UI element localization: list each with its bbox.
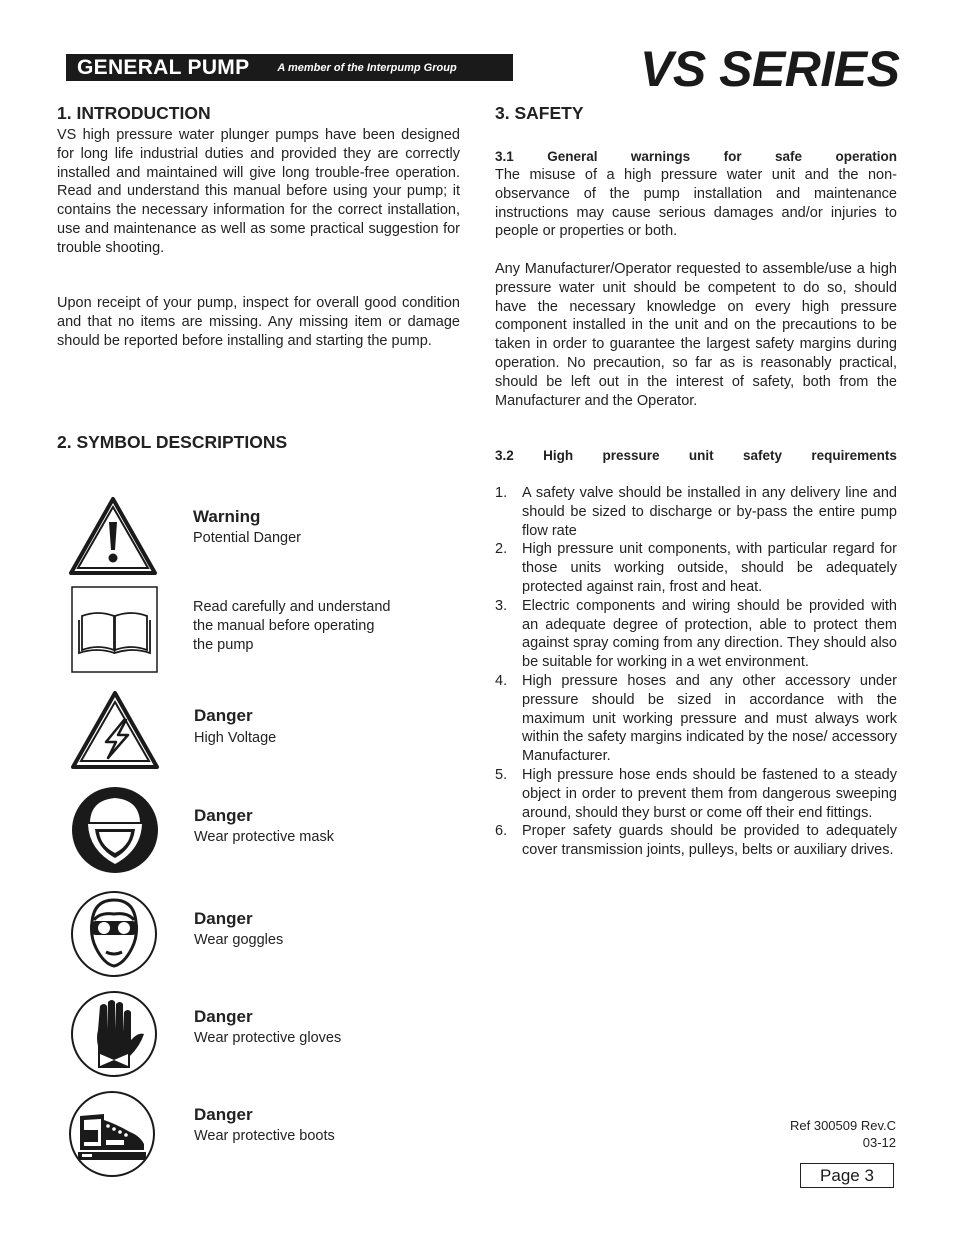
symbol-desc-mask: Wear protective mask <box>194 829 334 845</box>
gloves-icon <box>70 990 158 1078</box>
subheading-word: High <box>543 448 574 463</box>
list-item <box>495 672 897 766</box>
list-item-text: High pressure hoses and any other accessory under pressure should be sized in accordance with the maximum unit working pressure and must always work within the safety margins indicated by the nose/ accessory Manufacturer. <box>522 672 897 765</box>
symbol-desc-line: the pump <box>193 636 254 653</box>
symbol-title-boots: Danger <box>194 1105 253 1124</box>
subheading-number: 3.2 <box>495 448 514 463</box>
page-number: Page 3 <box>800 1163 894 1188</box>
subheading-word: requirements <box>811 448 897 463</box>
safety-heading: 3. SAFETY <box>495 103 584 123</box>
list-item-number: 4. <box>495 672 508 689</box>
intro-paragraph-1: VS high pressure water plunger pumps have been designed for long life industrial duties and provided they are correctly installed and maintained will give long trouble-free operation. Read and understand this manual before using your pump; it contains the necessary information for the correct installation, use and maintenance as well as some practical suggestion for trouble shooting. <box>57 127 460 256</box>
symbol-title-gloves: Danger <box>194 1007 253 1026</box>
symbols-heading: 2. SYMBOL DESCRIPTIONS <box>57 432 288 452</box>
subheading-word: for <box>723 149 742 164</box>
warning-triangle-icon <box>68 496 158 576</box>
symbol-desc-high-voltage: High Voltage <box>194 730 277 746</box>
list-item-number: 1. <box>495 485 508 501</box>
subheading-word: warnings <box>630 149 691 164</box>
safety-subheading-3-1 <box>495 149 897 164</box>
symbol-desc-goggles: Wear goggles <box>194 932 284 948</box>
goggles-icon <box>70 890 158 978</box>
safety-requirements-list <box>495 484 897 860</box>
list-item-text: Proper safety guards should be provided to adequately cover transmission joints, pulleys, belts or auxiliary drives. <box>522 823 897 859</box>
boots-icon <box>68 1090 156 1178</box>
list-item-text: A safety valve should be installed in any delivery line and should be sized to discharge or by-pass the entire pump flow rate <box>522 485 897 539</box>
symbol-title-mask: Danger <box>194 806 253 825</box>
symbol-desc-gloves: Wear protective gloves <box>194 1030 342 1046</box>
subheading-number: 3.1 <box>495 149 514 164</box>
list-item-text: High pressure hose ends should be fastened to a steady object in order to prevent them from dangerous sweeping around, should they burst or come off their end fittings. <box>522 766 897 821</box>
list-item-number: 3. <box>495 597 508 614</box>
subheading-word: pressure <box>602 448 660 463</box>
read-manual-book-icon <box>71 586 158 673</box>
list-item <box>495 484 897 540</box>
subheading-word: safety <box>743 448 783 463</box>
brand-name: GENERAL PUMP <box>77 55 250 79</box>
subheading-word: General <box>547 149 598 164</box>
intro-heading: 1. INTRODUCTION <box>57 103 211 123</box>
symbol-desc-line: the manual before operating <box>193 617 375 634</box>
list-item <box>495 822 897 860</box>
subheading-word: unit <box>688 448 714 463</box>
list-item <box>495 597 897 672</box>
list-item-number: 6. <box>495 823 508 840</box>
list-item-text: High pressure unit components, with particular regard for those units working outside, should be adequately protected against rain, frost and heat. <box>522 541 897 595</box>
subheading-word: operation <box>835 149 897 164</box>
high-voltage-icon <box>70 690 160 770</box>
list-item-number: 5. <box>495 766 508 783</box>
list-item <box>495 766 897 822</box>
reference-date: 03-12 <box>862 1135 896 1150</box>
list-item-number: 2. <box>495 541 508 558</box>
list-item-text: Electric components and wiring should be provided with an adequate degree of protection, able to protect them against spray coming from any direction. They should also be suitable for working in a wet environment. <box>522 597 897 671</box>
symbol-desc-read-manual <box>193 598 391 654</box>
document-reference <box>790 1117 896 1151</box>
safety-paragraph-1: The misuse of a high pressure water unit and the non-observance of the pump installation and maintenance instructions may cause serious damages and/or injuries to people or properties or both. <box>495 167 897 240</box>
brand-bar <box>66 54 513 81</box>
symbol-desc-boots: Wear protective boots <box>194 1128 335 1144</box>
intro-paragraph-2: Upon receipt of your pump, inspect for overall good condition and that no items are missing. Any missing item or damage should be reported before installing and starting the pump. <box>57 295 460 349</box>
symbol-title-high-voltage: Danger <box>194 706 253 725</box>
protective-mask-icon <box>71 786 159 874</box>
brand-tagline: A member of the Interpump Group <box>277 61 457 74</box>
series-title: VS SERIES <box>640 41 900 97</box>
list-item <box>495 540 897 596</box>
symbol-desc-warning: Potential Danger <box>193 530 302 546</box>
symbol-title-goggles: Danger <box>194 909 253 928</box>
safety-subheading-3-2 <box>495 448 897 463</box>
subheading-word: safe <box>775 149 803 164</box>
reference-number: Ref 300509 Rev.C <box>790 1118 896 1133</box>
symbol-title-warning: Warning <box>193 507 261 526</box>
safety-paragraph-2: Any Manufacturer/Operator requested to assemble/use a high pressure water unit should be competent to do so, should have the necessary knowledge on every high pressure component installed in the unit and on the precautions to be taken in order to guarantee the largest safety margins during operation. No precaution, so far as is reasonably practical, should be left out in the interest of safety, both from the Manufacturer and the Operator. <box>495 261 897 409</box>
symbol-desc-line: Read carefully and understand <box>193 599 391 615</box>
